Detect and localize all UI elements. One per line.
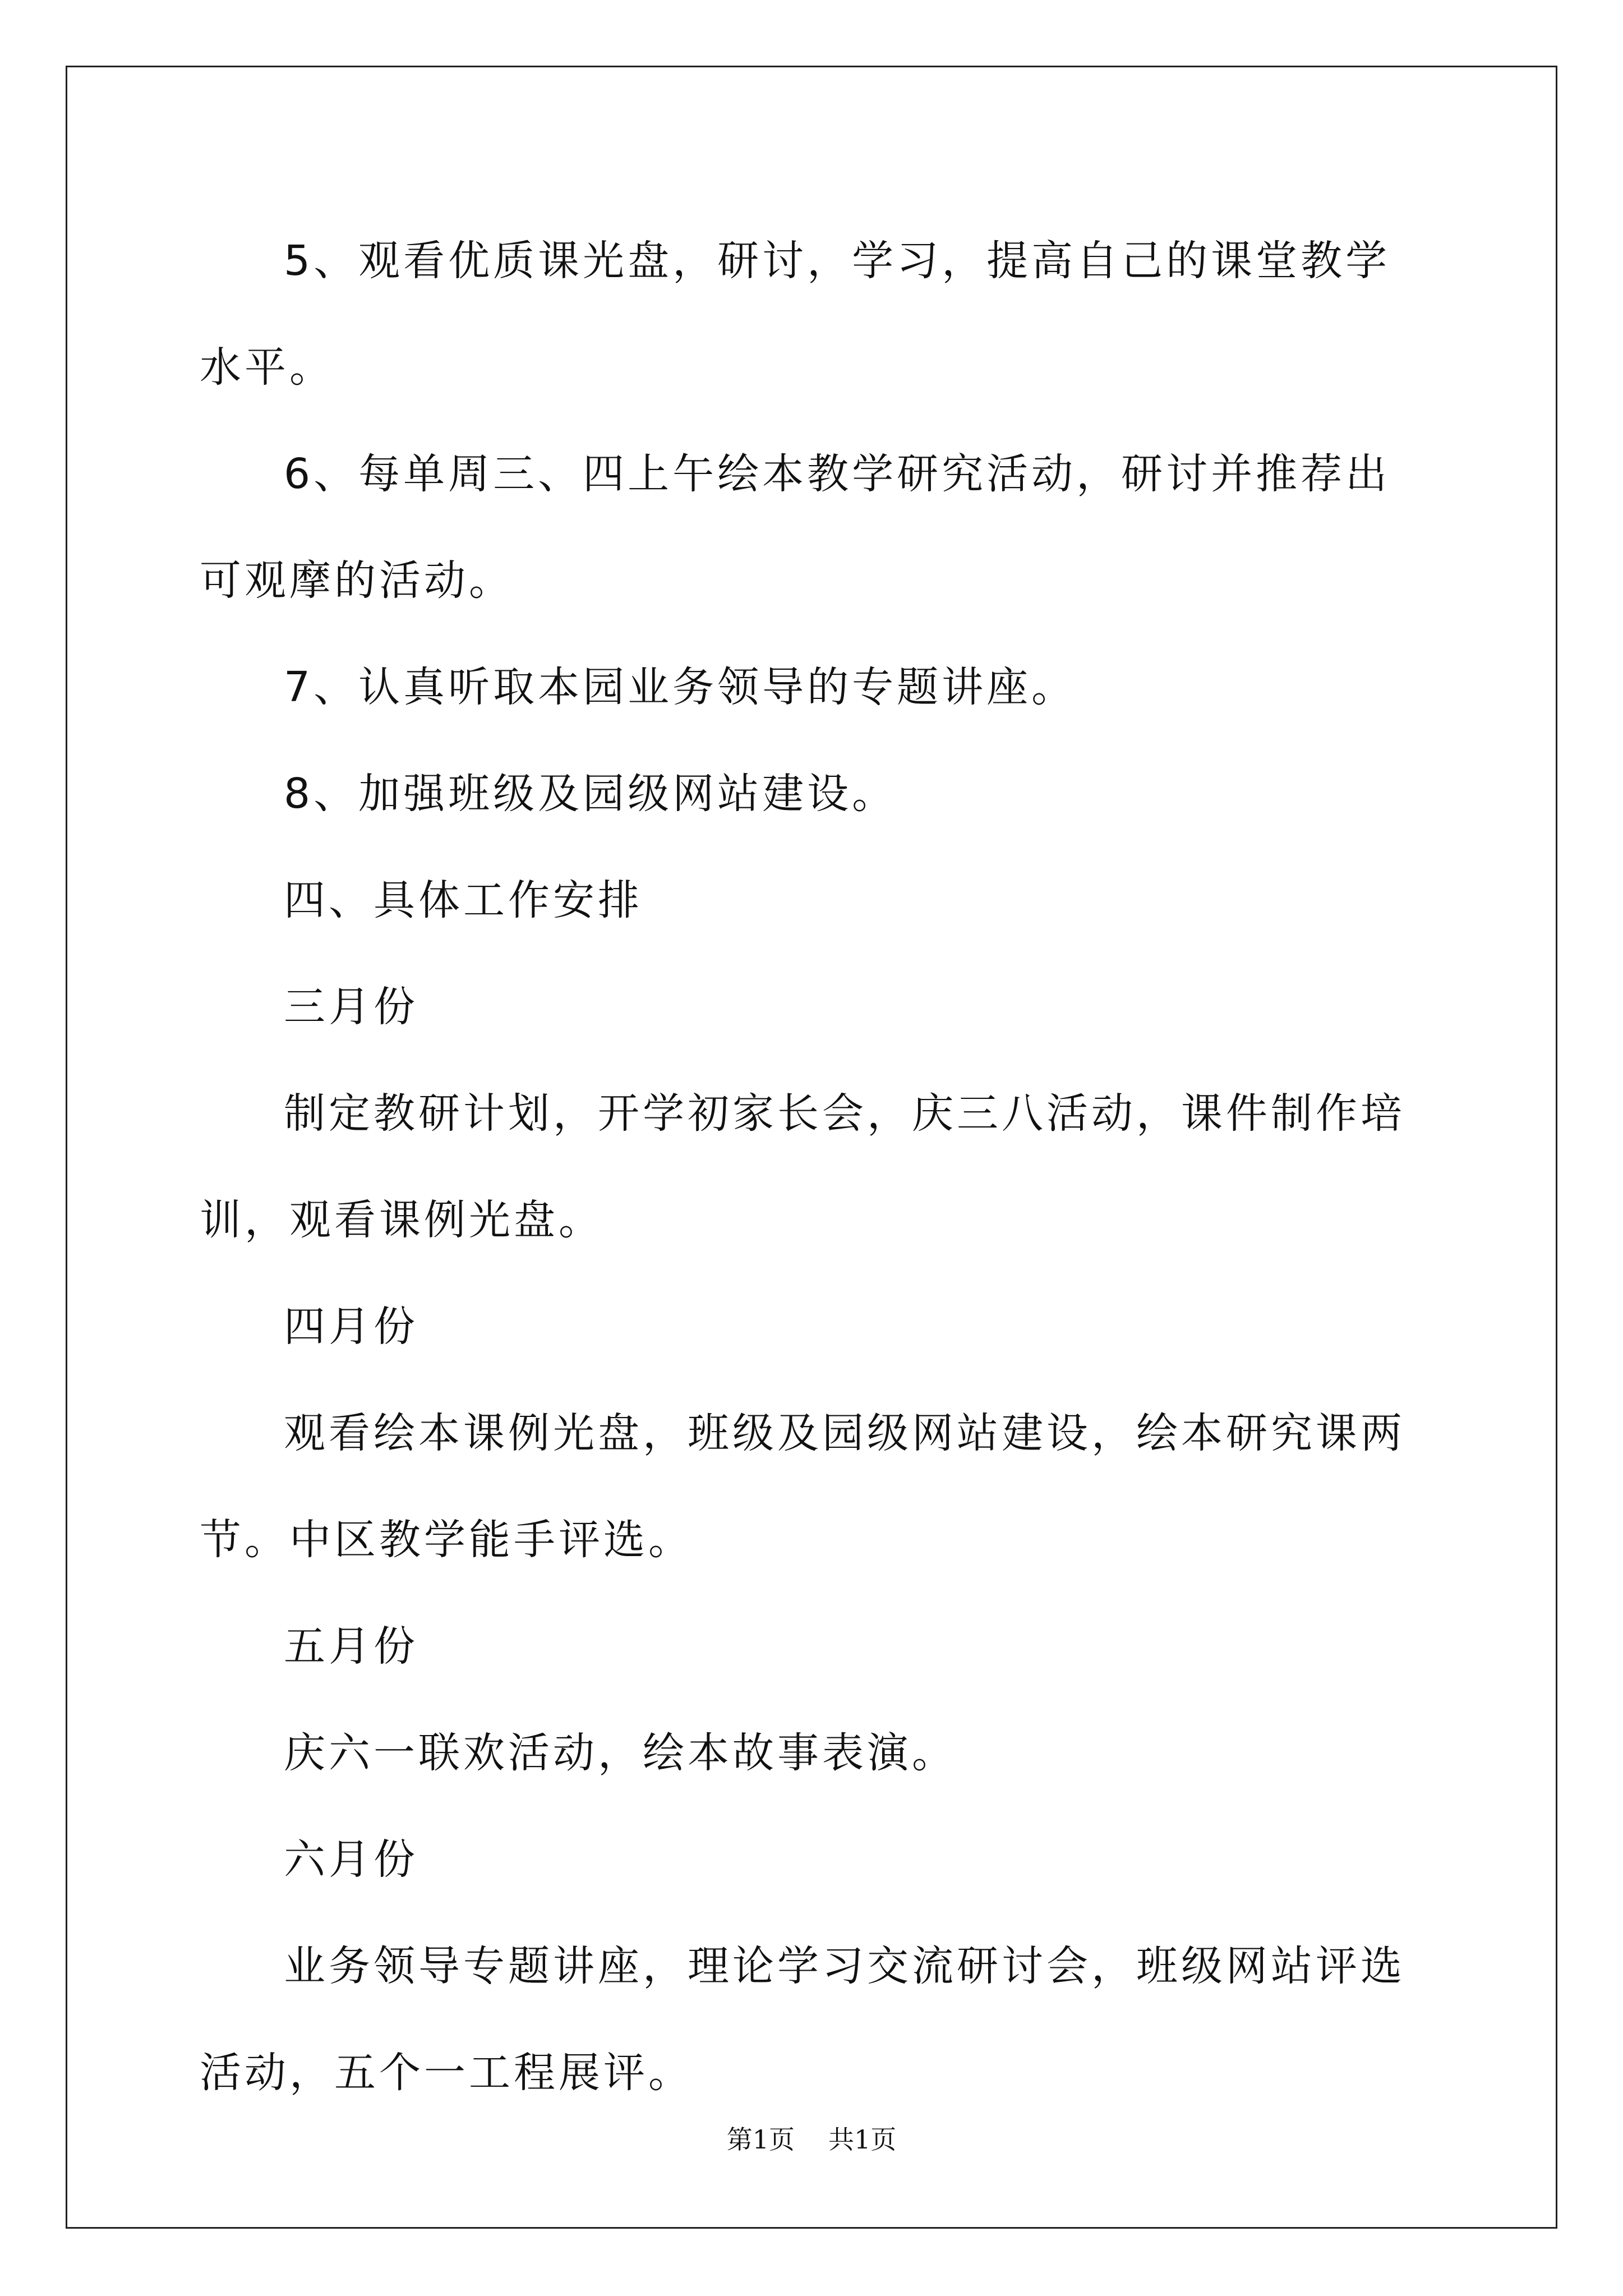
page-number: 第1页	[726, 2124, 795, 2155]
paragraph: 业务领导专题讲座，理论学习交流研讨会，班级网站评选活动，五个一工程展评。	[200, 1942, 1405, 2097]
paragraph: 8、加强班级及园级网站建设。	[284, 770, 897, 818]
paragraph: 庆六一联欢活动，绘本故事表演。	[284, 1729, 957, 1777]
page-total: 共1页	[828, 2124, 897, 2155]
month-heading: 六月份	[284, 1835, 418, 1884]
section-heading: 四、具体工作安排	[284, 876, 643, 924]
paragraph: 7、认真听取本园业务领导的专题讲座。	[284, 663, 1077, 711]
paragraph: 5、观看优质课光盘，研讨，学习，提高自己的课堂教学水平。	[200, 237, 1391, 392]
month-heading: 四月份	[284, 1303, 418, 1351]
month-heading: 五月份	[284, 1622, 418, 1671]
document-body	[200, 208, 1433, 2126]
month-heading: 三月份	[284, 983, 418, 1031]
page-footer	[0, 2119, 1623, 2156]
paragraph: 观看绘本课例光盘，班级及园级网站建设，绘本研究课两节。中区教学能手评选。	[200, 1409, 1405, 1564]
paragraph: 6、每单周三、四上午绘本教学研究活动，研讨并推荐出可观摩的活动。	[200, 450, 1391, 605]
paragraph: 制定教研计划，开学初家长会，庆三八活动，课件制作培训，观看课例光盘。	[200, 1089, 1405, 1244]
